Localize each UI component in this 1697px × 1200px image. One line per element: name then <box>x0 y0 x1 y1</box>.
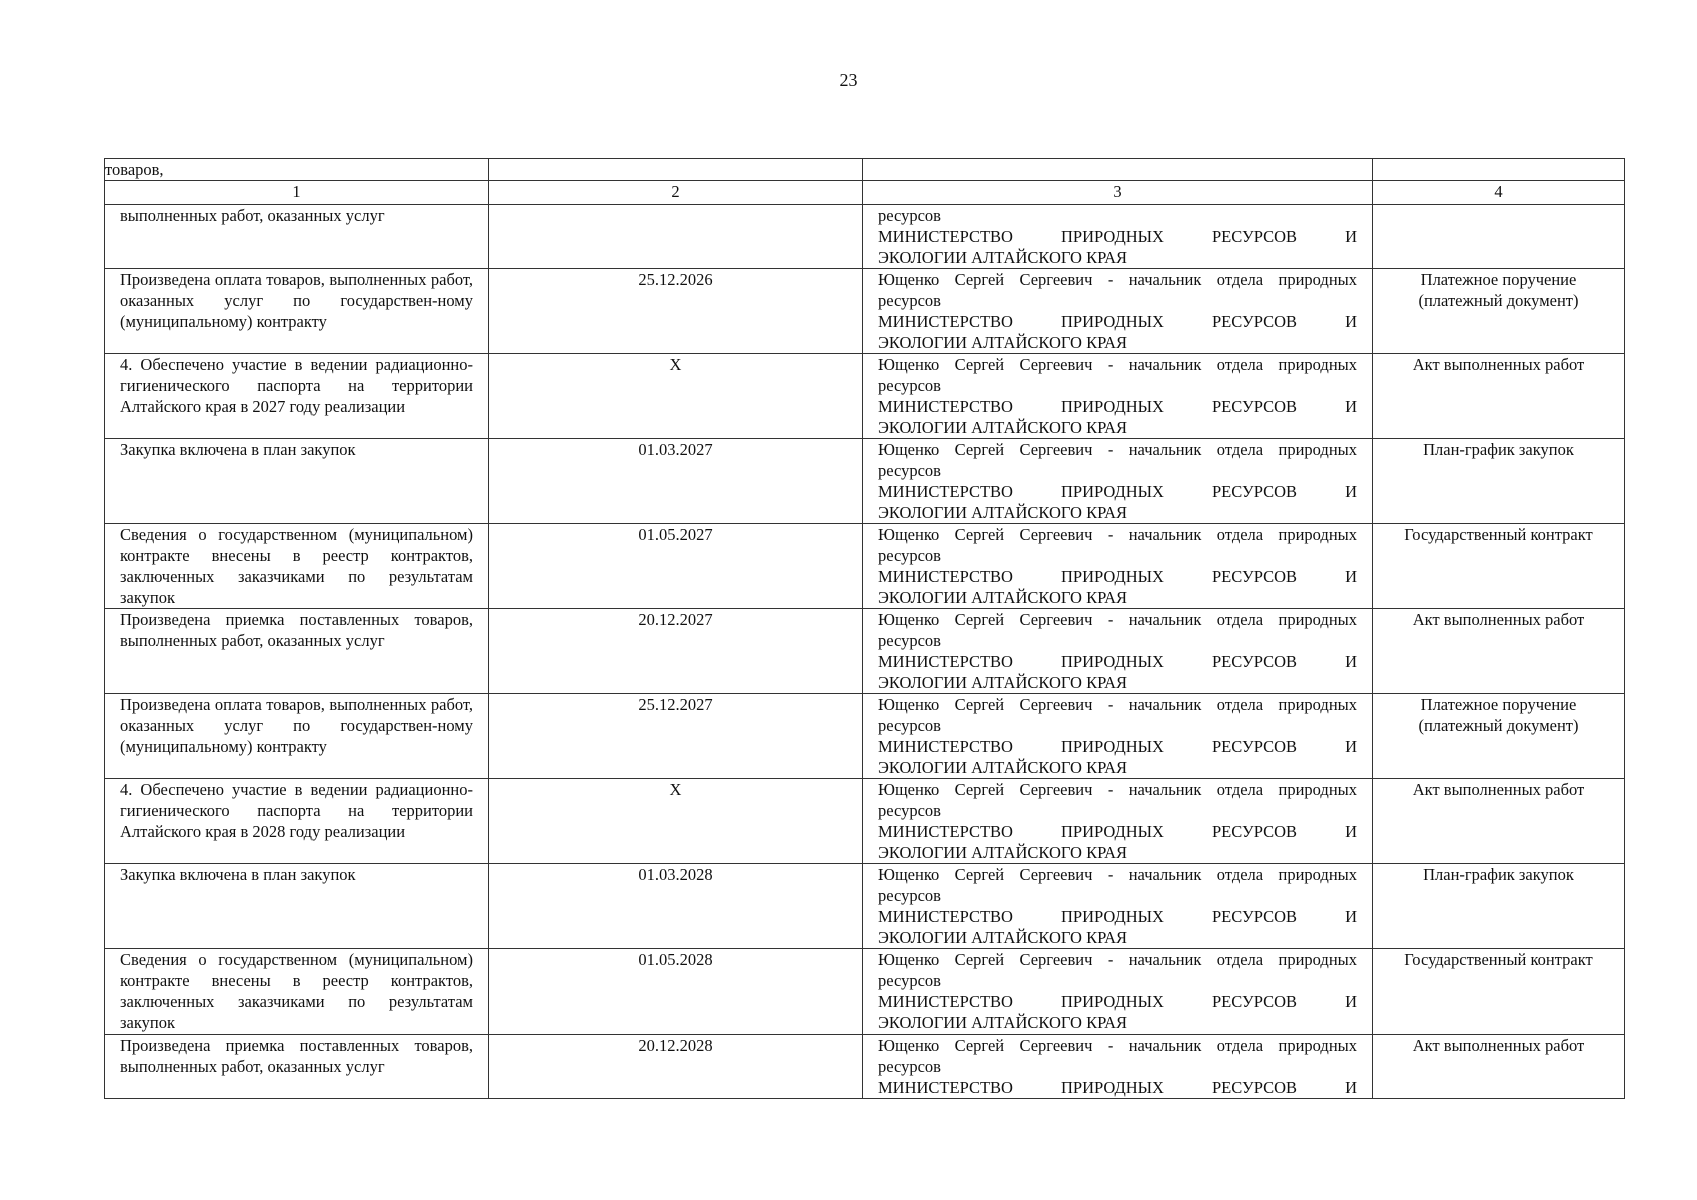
responsible-line: ресурсов <box>878 716 941 735</box>
responsible-line: Ющенко Сергей Сергеевич - начальник отдела природных <box>878 610 1357 629</box>
column-number-4: 4 <box>1373 181 1625 205</box>
table-row <box>105 949 1625 1035</box>
responsible-line: ресурсов <box>878 1057 941 1076</box>
responsible-line: Ющенко Сергей Сергеевич - начальник отдела природных <box>878 525 1357 544</box>
event-date-cell: 01.05.2027 <box>489 524 863 609</box>
table-row <box>105 694 1625 779</box>
responsible-cell <box>863 864 1373 949</box>
responsible-line: ресурсов <box>878 206 941 225</box>
document-type-cell: Акт выполненных работ <box>1373 779 1625 864</box>
responsible-line: ЭКОЛОГИИ АЛТАЙСКОГО КРАЯ <box>878 928 1128 947</box>
responsible-cell <box>863 779 1373 864</box>
responsible-line: Ющенко Сергей Сергеевич - начальник отдела природных <box>878 355 1357 374</box>
responsible-line: ресурсов <box>878 801 941 820</box>
responsible-line: ЭКОЛОГИИ АЛТАЙСКОГО КРАЯ <box>878 418 1128 437</box>
responsible-line: МИНИСТЕРСТВО ПРИРОДНЫХ РЕСУРСОВ И <box>878 567 1357 586</box>
event-date-cell: 01.03.2028 <box>489 864 863 949</box>
table-row <box>105 524 1625 609</box>
event-date-cell: 20.12.2027 <box>489 609 863 694</box>
event-name-cell: Произведена приемка поставленных товаров, выполненных работ, оказанных услуг <box>105 1035 489 1099</box>
responsible-line: МИНИСТЕРСТВО ПРИРОДНЫХ РЕСУРСОВ И <box>878 397 1357 416</box>
document-type-cell: План-график закупок <box>1373 864 1625 949</box>
table-row <box>105 1035 1625 1099</box>
responsible-line: ЭКОЛОГИИ АЛТАЙСКОГО КРАЯ <box>878 333 1128 352</box>
responsible-line: МИНИСТЕРСТВО ПРИРОДНЫХ РЕСУРСОВ И <box>878 312 1357 331</box>
column-number-1: 1 <box>105 181 489 205</box>
table-row <box>105 354 1625 439</box>
column-number-3: 3 <box>863 181 1373 205</box>
responsible-line: МИНИСТЕРСТВО ПРИРОДНЫХ РЕСУРСОВ И <box>878 652 1357 671</box>
responsible-line: ресурсов <box>878 461 941 480</box>
document-type-cell: Государственный контракт <box>1373 949 1625 1035</box>
responsible-line: ресурсов <box>878 631 941 650</box>
event-name-cell: Произведена приемка поставленных товаров, выполненных работ, оказанных услуг <box>105 609 489 694</box>
responsible-cell <box>863 609 1373 694</box>
responsible-line: ресурсов <box>878 291 941 310</box>
responsible-line: Ющенко Сергей Сергеевич - начальник отдела природных <box>878 270 1357 289</box>
document-type-cell: Акт выполненных работ <box>1373 1035 1625 1099</box>
responsible-line: Ющенко Сергей Сергеевич - начальник отдела природных <box>878 440 1357 459</box>
event-date-cell: X <box>489 354 863 439</box>
table-row <box>105 269 1625 354</box>
carry-over-cell-2 <box>489 159 863 181</box>
event-name-cell: 4. Обеспечено участие в ведении радиационно-гигиенического паспорта на территории Алтайского края в 2027 году реализации <box>105 354 489 439</box>
responsible-line: МИНИСТЕРСТВО ПРИРОДНЫХ РЕСУРСОВ И <box>878 482 1357 501</box>
column-number-2: 2 <box>489 181 863 205</box>
responsible-line: Ющенко Сергей Сергеевич - начальник отдела природных <box>878 865 1357 884</box>
responsible-line: ресурсов <box>878 546 941 565</box>
event-name-cell: Произведена оплата товаров, выполненных работ, оказанных услуг по государствен-ному (муниципальному) контракту <box>105 269 489 354</box>
document-type-cell: Акт выполненных работ <box>1373 609 1625 694</box>
carry-over-cell-1: товаров, <box>105 159 489 181</box>
event-name-cell: Закупка включена в план закупок <box>105 864 489 949</box>
event-date-cell: 01.03.2027 <box>489 439 863 524</box>
event-name-cell: 4. Обеспечено участие в ведении радиационно-гигиенического паспорта на территории Алтайского края в 2028 году реализации <box>105 779 489 864</box>
events-table <box>104 158 1625 1099</box>
responsible-line: МИНИСТЕРСТВО ПРИРОДНЫХ РЕСУРСОВ И <box>878 822 1357 841</box>
responsible-line: МИНИСТЕРСТВО ПРИРОДНЫХ РЕСУРСОВ И <box>878 1078 1357 1097</box>
responsible-line: ЭКОЛОГИИ АЛТАЙСКОГО КРАЯ <box>878 503 1128 522</box>
responsible-line: МИНИСТЕРСТВО ПРИРОДНЫХ РЕСУРСОВ И <box>878 907 1357 926</box>
document-type-cell: Платежное поручение (платежный документ) <box>1373 269 1625 354</box>
event-date-cell: 25.12.2027 <box>489 694 863 779</box>
responsible-cell <box>863 354 1373 439</box>
event-name-cell: выполненных работ, оказанных услуг <box>105 205 489 269</box>
event-date-cell <box>489 205 863 269</box>
event-date-cell: 01.05.2028 <box>489 949 863 1035</box>
event-date-cell: X <box>489 779 863 864</box>
column-numbers-row <box>105 181 1625 205</box>
responsible-cell <box>863 269 1373 354</box>
responsible-line: МИНИСТЕРСТВО ПРИРОДНЫХ РЕСУРСОВ И <box>878 992 1357 1011</box>
responsible-line: ЭКОЛОГИИ АЛТАЙСКОГО КРАЯ <box>878 248 1128 267</box>
responsible-line: ЭКОЛОГИИ АЛТАЙСКОГО КРАЯ <box>878 588 1128 607</box>
responsible-line: ресурсов <box>878 971 941 990</box>
event-name-cell: Сведения о государственном (муниципальном) контракте внесены в реестр контрактов, заключенных заказчиками по результатам закупок <box>105 524 489 609</box>
responsible-line: МИНИСТЕРСТВО ПРИРОДНЫХ РЕСУРСОВ И <box>878 737 1357 756</box>
document-type-cell: План-график закупок <box>1373 439 1625 524</box>
responsible-line: Ющенко Сергей Сергеевич - начальник отдела природных <box>878 1036 1357 1055</box>
document-type-cell: Государственный контракт <box>1373 524 1625 609</box>
responsible-cell <box>863 524 1373 609</box>
responsible-line: Ющенко Сергей Сергеевич - начальник отдела природных <box>878 695 1357 714</box>
responsible-cell <box>863 1035 1373 1099</box>
responsible-line: ЭКОЛОГИИ АЛТАЙСКОГО КРАЯ <box>878 758 1128 777</box>
responsible-line: ресурсов <box>878 886 941 905</box>
responsible-cell <box>863 949 1373 1035</box>
table-row <box>105 205 1625 269</box>
event-date-cell: 20.12.2028 <box>489 1035 863 1099</box>
responsible-line: ресурсов <box>878 376 941 395</box>
event-name-cell: Произведена оплата товаров, выполненных работ, оказанных услуг по государствен-ному (муниципальному) контракту <box>105 694 489 779</box>
responsible-line: ЭКОЛОГИИ АЛТАЙСКОГО КРАЯ <box>878 673 1128 692</box>
event-name-cell: Сведения о государственном (муниципальном) контракте внесены в реестр контрактов, заключенных заказчиками по результатам закупок <box>105 949 489 1035</box>
document-type-cell: Акт выполненных работ <box>1373 354 1625 439</box>
responsible-line: ЭКОЛОГИИ АЛТАЙСКОГО КРАЯ <box>878 843 1128 862</box>
table-row <box>105 609 1625 694</box>
table-row <box>105 779 1625 864</box>
responsible-line: Ющенко Сергей Сергеевич - начальник отдела природных <box>878 780 1357 799</box>
document-type-cell: Платежное поручение (платежный документ) <box>1373 694 1625 779</box>
responsible-line: МИНИСТЕРСТВО ПРИРОДНЫХ РЕСУРСОВ И <box>878 227 1357 246</box>
responsible-line: ЭКОЛОГИИ АЛТАЙСКОГО КРАЯ <box>878 1013 1128 1032</box>
table-row <box>105 439 1625 524</box>
responsible-cell <box>863 205 1373 269</box>
page-number: 23 <box>839 70 858 90</box>
document-type-cell <box>1373 205 1625 269</box>
responsible-line: Ющенко Сергей Сергеевич - начальник отдела природных <box>878 950 1357 969</box>
table-row <box>105 864 1625 949</box>
event-name-cell: Закупка включена в план закупок <box>105 439 489 524</box>
responsible-cell <box>863 694 1373 779</box>
carry-over-row <box>105 159 1625 181</box>
carry-over-cell-3 <box>863 159 1373 181</box>
event-date-cell: 25.12.2026 <box>489 269 863 354</box>
responsible-cell <box>863 439 1373 524</box>
carry-over-cell-4 <box>1373 159 1625 181</box>
